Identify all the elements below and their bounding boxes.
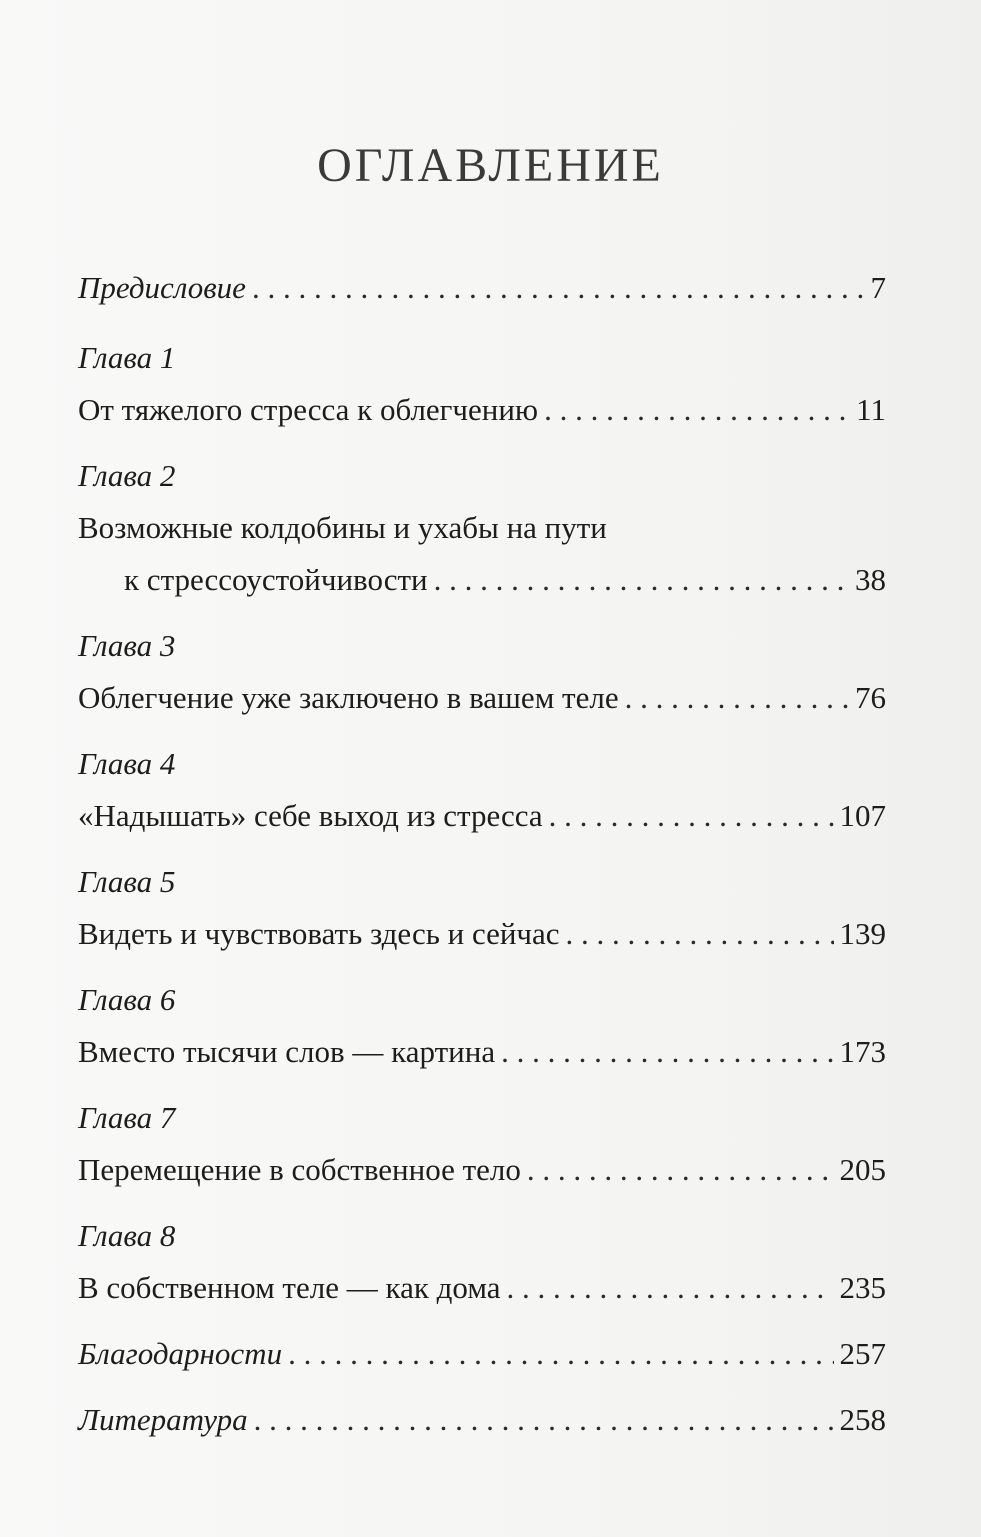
dot-leader xyxy=(252,262,865,314)
toc-entry-title: Видеть и чувствовать здесь и сейчас xyxy=(78,916,560,951)
table-of-contents xyxy=(78,262,886,1446)
toc-entry-chapter-1 xyxy=(78,332,886,436)
dot-leader xyxy=(434,554,849,606)
dot-leader xyxy=(506,1262,833,1314)
chapter-label: Глава 3 xyxy=(78,628,176,663)
toc-entry-title: «Надышать» себе выход из стресса xyxy=(78,798,543,833)
toc-entry-title: Перемещение в собственное тело xyxy=(78,1152,521,1187)
chapter-label: Глава 2 xyxy=(78,458,176,493)
toc-entry-title: Литература xyxy=(78,1402,248,1437)
chapter-label: Глава 8 xyxy=(78,1218,176,1253)
toc-page-number: 7 xyxy=(870,270,886,305)
dot-leader xyxy=(288,1328,833,1380)
toc-entry-acknowledgements xyxy=(78,1328,886,1380)
toc-entry-bibliography xyxy=(78,1394,886,1446)
toc-page-number: 11 xyxy=(856,392,886,427)
dot-leader xyxy=(549,790,834,842)
toc-entry-title: Предисловие xyxy=(78,270,246,305)
toc-entry-chapter-2 xyxy=(78,450,886,606)
toc-entry-title: В собственном теле — как дома xyxy=(78,1270,501,1305)
toc-entry-chapter-5 xyxy=(78,856,886,960)
toc-entry-title: Возможные колдобины и ухабы на пути xyxy=(78,510,607,545)
toc-page-number: 107 xyxy=(839,798,886,833)
toc-page-number: 38 xyxy=(855,562,886,597)
toc-page-number: 257 xyxy=(839,1336,886,1371)
toc-entry-chapter-4 xyxy=(78,738,886,842)
toc-entry-chapter-7 xyxy=(78,1092,886,1196)
dot-leader xyxy=(527,1144,834,1196)
toc-entry-title: Облегчение уже заключено в вашем теле xyxy=(78,680,619,715)
chapter-label: Глава 4 xyxy=(78,746,176,781)
dot-leader xyxy=(254,1394,834,1446)
chapter-label: Глава 5 xyxy=(78,864,176,899)
toc-entry-title-continued: к стрессоустойчивости xyxy=(124,562,428,597)
toc-entry-chapter-3 xyxy=(78,620,886,724)
toc-entry-title: От тяжелого стресса к облегчению xyxy=(78,392,539,427)
dot-leader xyxy=(625,672,849,724)
chapter-label: Глава 6 xyxy=(78,982,176,1017)
toc-page-number: 258 xyxy=(839,1402,886,1437)
page-title: ОГЛАВЛЕНИЕ xyxy=(317,139,664,192)
toc-page-number: 139 xyxy=(839,916,886,951)
toc-page-number: 76 xyxy=(855,680,886,715)
toc-entry-chapter-8 xyxy=(78,1210,886,1314)
chapter-label: Глава 7 xyxy=(78,1100,176,1135)
toc-entry-title: Благодарности xyxy=(78,1336,283,1371)
toc-page-number: 205 xyxy=(839,1152,886,1187)
dot-leader xyxy=(544,384,850,436)
dot-leader xyxy=(566,908,834,960)
toc-entry-chapter-6 xyxy=(78,974,886,1078)
dot-leader xyxy=(501,1026,833,1078)
toc-page-number: 235 xyxy=(839,1270,886,1305)
chapter-label: Глава 1 xyxy=(78,340,176,375)
toc-page-number: 173 xyxy=(839,1034,886,1069)
toc-entry-title: Вместо тысячи слов — картина xyxy=(78,1034,496,1069)
toc-entry-preface xyxy=(78,262,886,314)
